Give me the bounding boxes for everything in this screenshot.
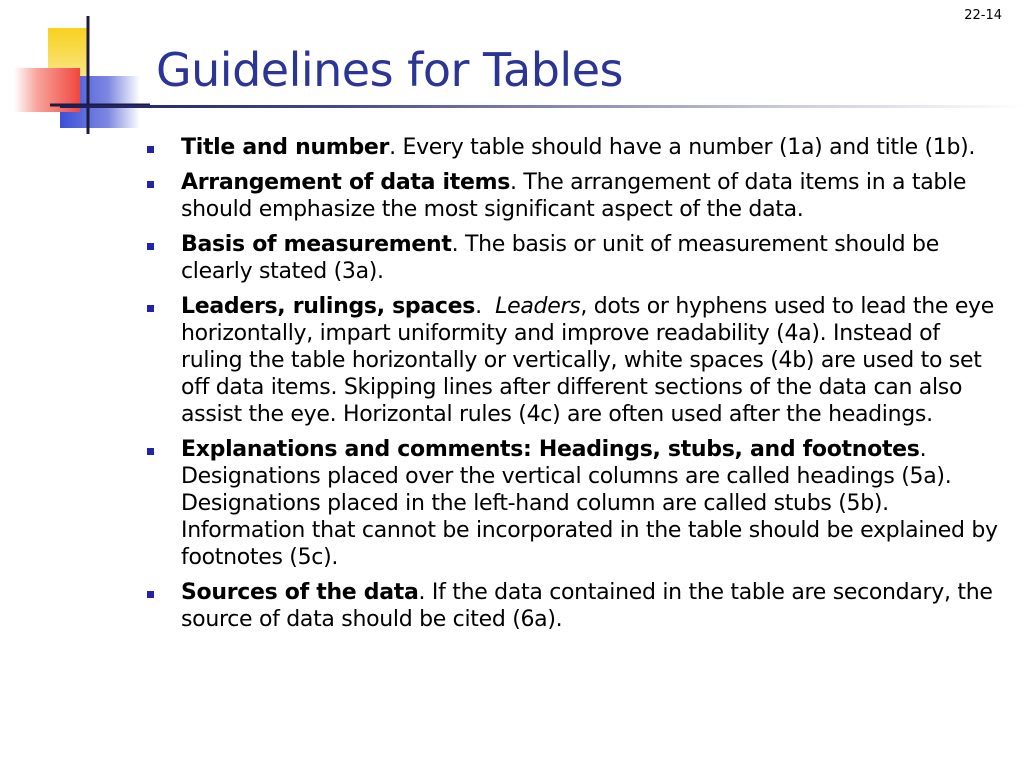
square-bullet-icon: [147, 146, 154, 153]
bullet-emphasis: Leaders: [495, 294, 581, 319]
list-item: [145, 231, 1005, 285]
bullet-heading: Basis of measurement: [181, 232, 452, 257]
list-item: [145, 579, 1005, 633]
bullet-body: . Designations placed over the vertical columns are called headings (5a). Designations placed in the left-hand column are called stubs (5b). Information that cannot be incorporated in the table should be explained by footnotes (5c).: [181, 437, 998, 570]
bullet-body: . The basis or unit of measurement should be clearly stated (3a).: [181, 232, 939, 284]
bullet-heading: Arrangement of data items: [181, 170, 511, 195]
title-divider: [60, 105, 1024, 108]
bullet-heading: Leaders, rulings, spaces: [181, 294, 476, 319]
list-item: [145, 436, 1005, 571]
bullet-body: , dots or hyphens used to lead the eye horizontally, impart uniformity and improve readability (4a). Instead of ruling the table horizontally or vertically, white spaces (4b) are used to set off data items. Skipping lines after different sections of the data can also assist the eye. Horizontal rules (4c) are often used after the headings.: [181, 294, 995, 427]
bullet-heading: Sources of the data: [181, 580, 419, 605]
colored-squares-cross-logo-icon: [0, 0, 150, 140]
square-bullet-icon: [147, 305, 154, 312]
square-bullet-icon: [147, 591, 154, 598]
list-item: [145, 293, 1005, 428]
bullet-heading: Title and number: [181, 135, 390, 160]
square-bullet-icon: [147, 181, 154, 188]
list-item: [145, 169, 1005, 223]
square-bullet-icon: [147, 243, 154, 250]
slide-number: 22-14: [964, 8, 1002, 23]
list-item: [145, 134, 1005, 161]
bullet-body: . If the data contained in the table are secondary, the source of data should be cited (6a).: [181, 580, 993, 632]
bullet-body: . The arrangement of data items in a table should emphasize the most significant aspect of the data.: [181, 170, 967, 222]
bullet-list: [145, 134, 1005, 641]
bullet-separator: .: [475, 294, 496, 319]
bullet-heading: Explanations and comments: Headings, stubs, and footnotes: [181, 437, 920, 462]
page-title: Guidelines for Tables: [156, 43, 623, 97]
square-bullet-icon: [147, 448, 154, 455]
bullet-body: . Every table should have a number (1a) and title (1b).: [389, 135, 976, 160]
